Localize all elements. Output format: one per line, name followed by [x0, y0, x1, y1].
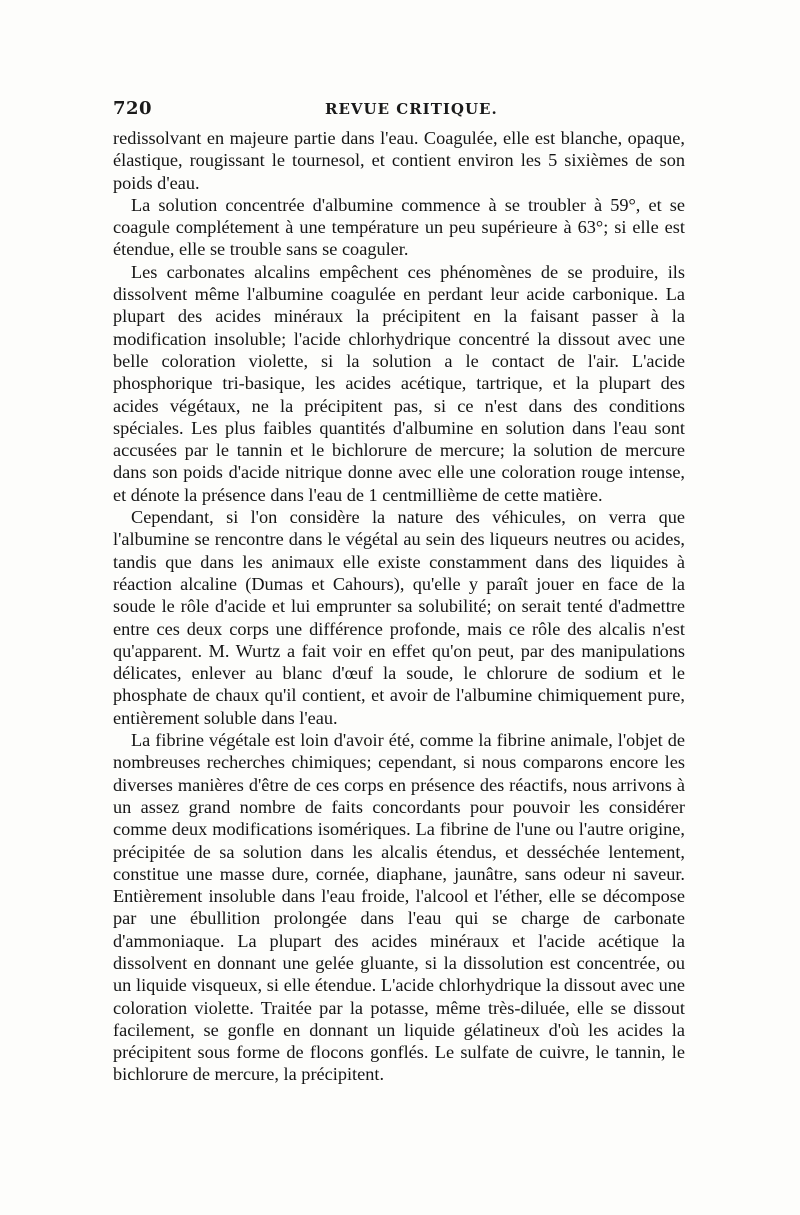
paragraph-vehicules: Cependant, si l'on considère la nature des véhicules, on verra que l'albumine se rencontre dans le végétal au sein des liqueurs neutres ou acides, tandis que dans les animaux elle existe constamment dans des liquides à réaction alcaline (Dumas et Cahours), qu'elle y paraît jouer en face de la soude le rôle d'acide et lui emprunter sa solubilité; on serait tenté d'admettre entre ces deux corps une différence profonde, mais ce rôle des alcalis n'est qu'apparent. M. Wurtz a fait voir en effet qu'on peut, par des manipulations délicates, enlever au blanc d'œuf la soude, le chlorure de sodium et le phosphate de chaux qu'il contient, et avoir de l'albumine chimiquement pure, entièrement soluble dans l'eau.: [113, 507, 685, 728]
page-header: [113, 98, 685, 122]
page-number: 720: [113, 98, 153, 119]
paragraph-albumine-solution: La solution concentrée d'albumine commence à se troubler à 59°, et se coagule complétement à une température un peu supérieure à 63°; si elle est étendue, elle se trouble sans se coaguler.: [113, 194, 685, 260]
paragraph-carbonates: Les carbonates alcalins empêchent ces phénomènes de se produire, ils dissolvent même l'albumine coagulée en perdant leur acide carbonique. La plupart des acides minéraux la précipitent en la faisant passer à la modification insoluble; l'acide chlorhydrique concentré la dissout avec une belle coloration violette, si la solution a le contact de l'air. L'acide phosphorique tri-basique, les acides acétique, tartrique, et la plupart des acides végétaux, ne la précipitent pas, si ce n'est dans des conditions spéciales. Les plus faibles quantités d'albumine en solution dans l'eau sont accusées par le tannin et le bichlorure de mercure; la solution de mercure dans son poids d'acide nitrique donne avec elle une coloration rouge intense, et dénote la présence dans l'eau de 1 centmillième de cette matière.: [113, 261, 685, 505]
running-title: REVUE CRITIQUE.: [325, 100, 498, 118]
paragraph-fibrine: La fibrine végétale est loin d'avoir été, comme la fibrine animale, l'objet de nombreuses recherches chimiques; cependant, si nous comparons encore les diverses manières d'être de ces corps en présence des réactifs, nous arrivons à un assez grand nombre de faits concordants pour pouvoir les considérer comme deux modifications isomériques. La fibrine de l'une ou l'autre origine, précipitée de sa solution dans les alcalis étendus, et desséchée lentement, constitue une masse dure, cornée, diaphane, jaunâtre, sans odeur ni saveur. Entièrement insoluble dans l'eau froide, l'alcool et l'éther, elle se décompose par une ébullition prolongée dans l'eau qui se charge de carbonate d'ammoniaque. La plupart des acides minéraux et l'acide acétique la dissolvent en donnant une gelée gluante, si la dissolution est concentrée, ou un liquide visqueux, si elle étendue. L'acide chlorhydrique la dissout avec une coloration violette. Traitée par la potasse, même très-diluée, elle se dissout facilement, se gonfle en donnant un liquide gélatineux d'où les acides la précipitent sous forme de flocons gonflés. Le sulfate de cuivre, le tannin, le bichlorure de mercure, la précipitent.: [113, 730, 685, 1085]
body-text: [113, 127, 685, 1086]
paragraph-continued: redissolvant en majeure partie dans l'eau. Coagulée, elle est blanche, opaque, élastique, rougissant le tournesol, et contient environ les 5 sixièmes de son poids d'eau.: [113, 128, 685, 193]
